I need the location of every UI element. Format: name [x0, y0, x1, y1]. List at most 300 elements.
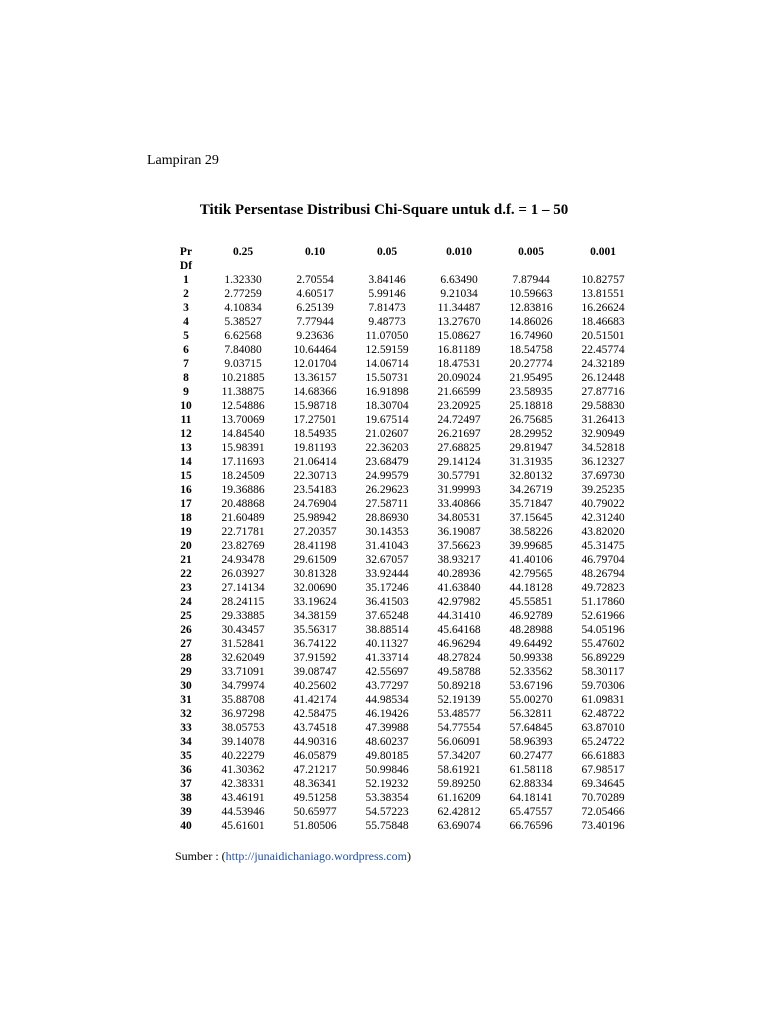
value-cell: 16.81189 — [437, 344, 481, 356]
value-cell: 49.58788 — [437, 666, 481, 678]
value-cell: 18.54935 — [293, 428, 337, 440]
value-cell: 31.41043 — [365, 540, 409, 552]
value-cell: 48.36341 — [293, 778, 337, 790]
table-row — [165, 791, 639, 805]
value-cell: 41.63840 — [437, 582, 481, 594]
df-cell: 32 — [180, 708, 192, 720]
value-cell: 42.55697 — [365, 666, 409, 678]
table-row — [165, 455, 639, 469]
value-cell: 14.06714 — [365, 358, 409, 370]
value-cell: 25.18818 — [509, 400, 553, 412]
value-cell: 28.41198 — [293, 540, 337, 552]
value-cell: 43.77297 — [365, 680, 409, 692]
value-cell: 30.14353 — [365, 526, 409, 538]
value-cell: 58.61921 — [437, 764, 481, 776]
value-cell: 40.11327 — [365, 638, 409, 650]
value-cell: 47.39988 — [365, 722, 409, 734]
value-cell: 19.81193 — [293, 442, 337, 454]
table-row — [165, 357, 639, 371]
table-row — [165, 343, 639, 357]
df-cell: 14 — [180, 456, 192, 468]
value-cell: 52.19232 — [365, 778, 409, 790]
value-cell: 45.31475 — [581, 540, 625, 552]
value-cell: 42.58475 — [293, 708, 337, 720]
value-cell: 13.27670 — [437, 316, 481, 328]
value-cell: 58.96393 — [509, 736, 553, 748]
df-cell: 19 — [180, 526, 192, 538]
value-cell: 7.84080 — [224, 344, 262, 356]
value-cell: 22.71781 — [221, 526, 265, 538]
value-cell: 56.89229 — [581, 652, 625, 664]
table-row — [165, 399, 639, 413]
value-cell: 48.60237 — [365, 736, 409, 748]
value-cell: 33.19624 — [293, 596, 337, 608]
table-row — [165, 707, 639, 721]
value-cell: 50.99846 — [365, 764, 409, 776]
value-cell: 35.17246 — [365, 582, 409, 594]
value-cell: 72.05466 — [581, 806, 625, 818]
table-row — [165, 511, 639, 525]
value-cell: 15.98718 — [293, 400, 337, 412]
value-cell: 49.72823 — [581, 582, 625, 594]
value-cell: 63.69074 — [437, 820, 481, 832]
value-cell: 40.79022 — [581, 498, 625, 510]
table-row — [165, 329, 639, 343]
df-cell: 17 — [180, 498, 192, 510]
value-cell: 34.80531 — [437, 512, 481, 524]
column-header: 0.001 — [590, 246, 616, 258]
df-cell: 35 — [180, 750, 192, 762]
df-cell: 34 — [180, 736, 192, 748]
value-cell: 64.18141 — [509, 792, 553, 804]
source-prefix: Sumber : ( — [175, 849, 226, 863]
value-cell: 43.82020 — [581, 526, 625, 538]
value-cell: 44.90316 — [293, 736, 337, 748]
df-cell: 2 — [183, 288, 189, 300]
value-cell: 46.79704 — [581, 554, 625, 566]
value-cell: 27.20357 — [293, 526, 337, 538]
value-cell: 18.46683 — [581, 316, 625, 328]
value-cell: 37.15645 — [509, 512, 553, 524]
value-cell: 29.14124 — [437, 456, 481, 468]
value-cell: 51.80506 — [293, 820, 337, 832]
value-cell: 50.65977 — [293, 806, 337, 818]
value-cell: 28.29952 — [509, 428, 553, 440]
table-row — [165, 273, 639, 287]
value-cell: 48.27824 — [437, 652, 481, 664]
value-cell: 4.60517 — [296, 288, 334, 300]
value-cell: 24.99579 — [365, 470, 409, 482]
value-cell: 32.00690 — [293, 582, 337, 594]
table-row — [165, 721, 639, 735]
value-cell: 54.77554 — [437, 722, 481, 734]
value-cell: 21.60489 — [221, 512, 265, 524]
value-cell: 36.41503 — [365, 596, 409, 608]
table-row — [165, 385, 639, 399]
value-cell: 37.91592 — [293, 652, 337, 664]
value-cell: 13.36157 — [293, 372, 337, 384]
value-cell: 49.64492 — [509, 638, 553, 650]
df-cell: 26 — [180, 624, 192, 636]
table-row — [165, 763, 639, 777]
value-cell: 27.68825 — [437, 442, 481, 454]
value-cell: 26.75685 — [509, 414, 553, 426]
value-cell: 41.40106 — [509, 554, 553, 566]
value-cell: 62.48722 — [581, 708, 625, 720]
value-cell: 27.58711 — [365, 498, 409, 510]
value-cell: 9.03715 — [224, 358, 262, 370]
value-cell: 39.14078 — [221, 736, 265, 748]
df-cell: 9 — [183, 386, 189, 398]
value-cell: 7.77944 — [296, 316, 334, 328]
table-row — [165, 525, 639, 539]
value-cell: 48.28988 — [509, 624, 553, 636]
value-cell: 12.59159 — [365, 344, 409, 356]
df-cell: 37 — [180, 778, 192, 790]
value-cell: 9.48773 — [368, 316, 406, 328]
value-cell: 15.08627 — [437, 330, 481, 342]
value-cell: 18.24509 — [221, 470, 265, 482]
value-cell: 22.45774 — [581, 344, 625, 356]
value-cell: 35.88708 — [221, 694, 265, 706]
df-cell: 20 — [180, 540, 192, 552]
value-cell: 50.99338 — [509, 652, 553, 664]
df-cell: 7 — [183, 358, 189, 370]
value-cell: 40.28936 — [437, 568, 481, 580]
table-row — [165, 805, 639, 819]
table-row — [165, 539, 639, 553]
value-cell: 52.33562 — [509, 666, 553, 678]
value-cell: 45.61601 — [221, 820, 265, 832]
value-cell: 60.27477 — [509, 750, 553, 762]
value-cell: 55.75848 — [365, 820, 409, 832]
value-cell: 33.71091 — [221, 666, 265, 678]
value-cell: 14.86026 — [509, 316, 553, 328]
table-row — [165, 749, 639, 763]
df-cell: 21 — [180, 554, 192, 566]
value-cell: 34.79974 — [221, 680, 265, 692]
table-row — [165, 679, 639, 693]
value-cell: 57.34207 — [437, 750, 481, 762]
value-cell: 34.38159 — [293, 610, 337, 622]
value-cell: 18.47531 — [437, 358, 481, 370]
value-cell: 42.79565 — [509, 568, 553, 580]
df-cell: 40 — [180, 820, 192, 832]
value-cell: 1.32330 — [224, 274, 262, 286]
table-row — [165, 819, 639, 833]
value-cell: 6.63490 — [440, 274, 478, 286]
chi-square-table — [165, 244, 639, 833]
value-cell: 58.30117 — [581, 666, 625, 678]
value-cell: 19.36886 — [221, 484, 265, 496]
value-cell: 11.38875 — [221, 386, 265, 398]
value-cell: 73.40196 — [581, 820, 625, 832]
value-cell: 2.70554 — [296, 274, 334, 286]
value-cell: 31.52841 — [221, 638, 265, 650]
value-cell: 59.89250 — [437, 778, 481, 790]
value-cell: 21.66599 — [437, 386, 481, 398]
table-row — [165, 693, 639, 707]
value-cell: 5.99146 — [368, 288, 406, 300]
value-cell: 20.48868 — [221, 498, 265, 510]
value-cell: 52.61966 — [581, 610, 625, 622]
value-cell: 14.68366 — [293, 386, 337, 398]
value-cell: 4.10834 — [224, 302, 262, 314]
value-cell: 39.25235 — [581, 484, 625, 496]
value-cell: 61.09831 — [581, 694, 625, 706]
value-cell: 26.12448 — [581, 372, 625, 384]
df-cell: 3 — [183, 302, 189, 314]
column-header: 0.005 — [518, 246, 544, 258]
column-header: 0.10 — [304, 246, 326, 258]
value-cell: 30.43457 — [221, 624, 265, 636]
df-cell: 29 — [180, 666, 192, 678]
df-cell: 6 — [183, 344, 189, 356]
value-cell: 57.64845 — [509, 722, 553, 734]
df-cell: 10 — [180, 400, 192, 412]
value-cell: 32.90949 — [581, 428, 625, 440]
value-cell: 37.69730 — [581, 470, 625, 482]
value-cell: 23.20925 — [437, 400, 481, 412]
value-cell: 17.27501 — [293, 414, 337, 426]
table-row — [165, 497, 639, 511]
value-cell: 26.29623 — [365, 484, 409, 496]
table-header-row — [165, 244, 639, 259]
value-cell: 30.81328 — [293, 568, 337, 580]
value-cell: 53.48577 — [437, 708, 481, 720]
value-cell: 51.17860 — [581, 596, 625, 608]
source-link[interactable]: http://junaidichaniago.wordpress.com — [225, 849, 407, 863]
value-cell: 12.54886 — [221, 400, 265, 412]
table-row — [165, 735, 639, 749]
table-row — [165, 413, 639, 427]
table-header-row-df — [165, 259, 639, 273]
value-cell: 44.18128 — [509, 582, 553, 594]
value-cell: 66.76596 — [509, 820, 553, 832]
value-cell: 35.71847 — [509, 498, 553, 510]
value-cell: 45.55851 — [509, 596, 553, 608]
value-cell: 61.58118 — [509, 764, 553, 776]
value-cell: 23.54183 — [293, 484, 337, 496]
value-cell: 32.80132 — [509, 470, 553, 482]
value-cell: 45.64168 — [437, 624, 481, 636]
value-cell: 70.70289 — [581, 792, 625, 804]
table-row — [165, 287, 639, 301]
value-cell: 62.42812 — [437, 806, 481, 818]
df-cell: 31 — [180, 694, 192, 706]
value-cell: 55.00270 — [509, 694, 553, 706]
value-cell: 14.84540 — [221, 428, 265, 440]
value-cell: 38.93217 — [437, 554, 481, 566]
value-cell: 10.21885 — [221, 372, 265, 384]
header-pr: Pr — [179, 246, 193, 258]
value-cell: 42.38331 — [221, 778, 265, 790]
value-cell: 34.26719 — [509, 484, 553, 496]
value-cell: 11.07050 — [365, 330, 409, 342]
value-cell: 61.16209 — [437, 792, 481, 804]
value-cell: 46.05879 — [293, 750, 337, 762]
value-cell: 66.61883 — [581, 750, 625, 762]
value-cell: 21.95495 — [509, 372, 553, 384]
value-cell: 46.92789 — [509, 610, 553, 622]
value-cell: 26.21697 — [437, 428, 481, 440]
value-cell: 65.24722 — [581, 736, 625, 748]
value-cell: 36.19087 — [437, 526, 481, 538]
value-cell: 27.14134 — [221, 582, 265, 594]
value-cell: 32.67057 — [365, 554, 409, 566]
value-cell: 26.03927 — [221, 568, 265, 580]
value-cell: 46.19426 — [365, 708, 409, 720]
df-cell: 16 — [180, 484, 192, 496]
value-cell: 36.97298 — [221, 708, 265, 720]
value-cell: 44.98534 — [365, 694, 409, 706]
value-cell: 50.89218 — [437, 680, 481, 692]
column-header: 0.05 — [376, 246, 398, 258]
value-cell: 56.32811 — [509, 708, 553, 720]
value-cell: 25.98942 — [293, 512, 337, 524]
df-cell: 28 — [180, 652, 192, 664]
value-cell: 63.87010 — [581, 722, 625, 734]
value-cell: 23.68479 — [365, 456, 409, 468]
value-cell: 46.96294 — [437, 638, 481, 650]
df-cell: 36 — [180, 764, 192, 776]
value-cell: 37.65248 — [365, 610, 409, 622]
value-cell: 39.99685 — [509, 540, 553, 552]
value-cell: 21.02607 — [365, 428, 409, 440]
value-cell: 56.06091 — [437, 736, 481, 748]
df-cell: 12 — [180, 428, 192, 440]
header-df: Df — [179, 260, 193, 272]
df-cell: 39 — [180, 806, 192, 818]
value-cell: 53.38354 — [365, 792, 409, 804]
value-cell: 38.58226 — [509, 526, 553, 538]
value-cell: 18.54758 — [509, 344, 553, 356]
value-cell: 28.86930 — [365, 512, 409, 524]
value-cell: 9.21034 — [440, 288, 478, 300]
value-cell: 29.81947 — [509, 442, 553, 454]
value-cell: 29.33885 — [221, 610, 265, 622]
value-cell: 37.56623 — [437, 540, 481, 552]
page-title: Titik Persentase Distribusi Chi-Square untuk d.f. = 1 – 50 — [199, 202, 569, 218]
column-header: 0.25 — [232, 246, 254, 258]
value-cell: 43.74518 — [293, 722, 337, 734]
value-cell: 16.91898 — [365, 386, 409, 398]
df-cell: 23 — [180, 582, 192, 594]
value-cell: 49.51258 — [293, 792, 337, 804]
value-cell: 41.30362 — [221, 764, 265, 776]
value-cell: 15.98391 — [221, 442, 265, 454]
value-cell: 29.61509 — [293, 554, 337, 566]
value-cell: 13.81551 — [581, 288, 625, 300]
value-cell: 38.88514 — [365, 624, 409, 636]
df-cell: 27 — [180, 638, 192, 650]
value-cell: 34.52818 — [581, 442, 625, 454]
df-cell: 5 — [183, 330, 189, 342]
value-cell: 44.53946 — [221, 806, 265, 818]
table-row — [165, 651, 639, 665]
value-cell: 23.58935 — [509, 386, 553, 398]
value-cell: 33.40866 — [437, 498, 481, 510]
table-row — [165, 469, 639, 483]
value-cell: 52.19139 — [437, 694, 481, 706]
table-row — [165, 371, 639, 385]
df-cell: 13 — [180, 442, 192, 454]
value-cell: 5.38527 — [224, 316, 262, 328]
value-cell: 24.76904 — [293, 498, 337, 510]
value-cell: 35.56317 — [293, 624, 337, 636]
value-cell: 39.08747 — [293, 666, 337, 678]
value-cell: 18.30704 — [365, 400, 409, 412]
value-cell: 28.24115 — [221, 596, 265, 608]
value-cell: 13.70069 — [221, 414, 265, 426]
value-cell: 41.42174 — [293, 694, 337, 706]
value-cell: 54.57223 — [365, 806, 409, 818]
value-cell: 62.88334 — [509, 778, 553, 790]
value-cell: 12.01704 — [293, 358, 337, 370]
df-cell: 8 — [183, 372, 189, 384]
value-cell: 36.12327 — [581, 456, 625, 468]
value-cell: 24.72497 — [437, 414, 481, 426]
value-cell: 3.84146 — [368, 274, 406, 286]
value-cell: 55.47602 — [581, 638, 625, 650]
df-cell: 38 — [180, 792, 192, 804]
value-cell: 59.70306 — [581, 680, 625, 692]
value-cell: 12.83816 — [509, 302, 553, 314]
value-cell: 53.67196 — [509, 680, 553, 692]
value-cell: 33.92444 — [365, 568, 409, 580]
table-row — [165, 581, 639, 595]
value-cell: 16.74960 — [509, 330, 553, 342]
value-cell: 40.25602 — [293, 680, 337, 692]
table-body — [165, 273, 639, 833]
value-cell: 48.26794 — [581, 568, 625, 580]
value-cell: 69.34645 — [581, 778, 625, 790]
value-cell: 23.82769 — [221, 540, 265, 552]
table-row — [165, 777, 639, 791]
value-cell: 32.62049 — [221, 652, 265, 664]
table-row — [165, 301, 639, 315]
value-cell: 20.09024 — [437, 372, 481, 384]
value-cell: 38.05753 — [221, 722, 265, 734]
df-cell: 22 — [180, 568, 192, 580]
value-cell: 15.50731 — [365, 372, 409, 384]
value-cell: 65.47557 — [509, 806, 553, 818]
value-cell: 44.31410 — [437, 610, 481, 622]
table-row — [165, 665, 639, 679]
source-suffix: ) — [406, 849, 411, 863]
table-row — [165, 595, 639, 609]
value-cell: 43.46191 — [221, 792, 265, 804]
table-row — [165, 427, 639, 441]
value-cell: 10.64464 — [293, 344, 337, 356]
value-cell: 6.62568 — [224, 330, 262, 342]
source-note — [175, 849, 411, 863]
df-cell: 30 — [180, 680, 192, 692]
value-cell: 11.34487 — [437, 302, 481, 314]
value-cell: 19.67514 — [365, 414, 409, 426]
value-cell: 16.26624 — [581, 302, 625, 314]
df-cell: 24 — [180, 596, 192, 608]
value-cell: 7.81473 — [368, 302, 406, 314]
value-cell: 21.06414 — [293, 456, 337, 468]
df-cell: 4 — [183, 316, 189, 328]
value-cell: 20.51501 — [581, 330, 625, 342]
df-cell: 18 — [180, 512, 192, 524]
value-cell: 20.27774 — [509, 358, 553, 370]
value-cell: 31.99993 — [437, 484, 481, 496]
table-row — [165, 483, 639, 497]
value-cell: 67.98517 — [581, 764, 625, 776]
